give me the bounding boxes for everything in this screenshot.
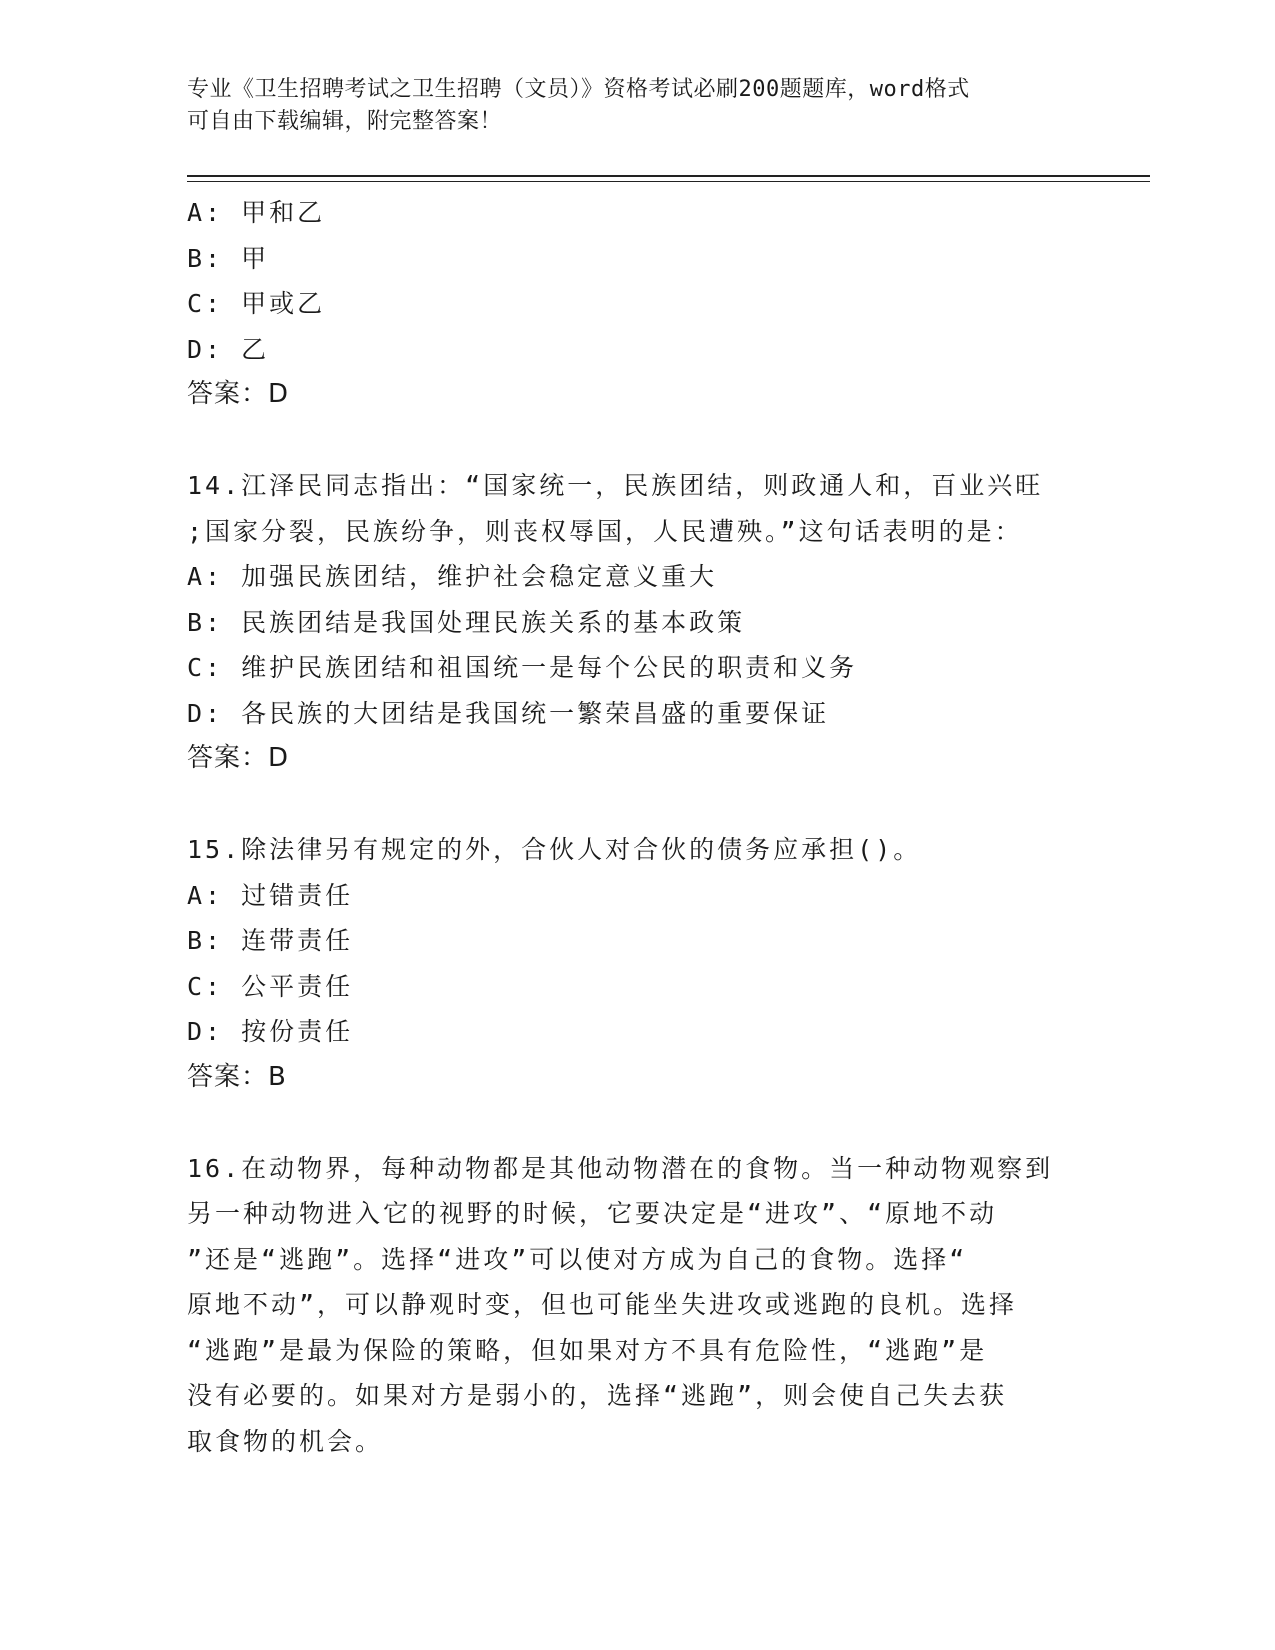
question-stem: 15.除法律另有规定的外，合伙人对合伙的债务应承担()。 [187,835,922,864]
question-13 [187,190,1087,418]
question-15 [187,827,1087,1100]
question-stem-line: 16.在动物界，每种动物都是其他动物潜在的食物。当一种动物观察到 [187,1153,1054,1183]
document-header [187,74,1067,138]
option-b: B: 民族团结是我国处理民族关系的基本政策 [187,607,746,637]
question-stem-line: 取食物的机会。 [187,1426,384,1456]
spacer [187,418,1087,464]
header-divider-thick [187,175,1150,177]
spacer [187,1100,1087,1146]
option-a: A: 加强民族团结，维护社会稳定意义重大 [187,562,718,591]
header-divider-thin [187,181,1150,182]
answer-line: 答案：B [187,1061,287,1092]
answer-line: 答案：D [187,743,290,773]
option-d: D: 按份责任 [187,1017,354,1046]
question-list [187,190,1087,1464]
question-stem-line: ;国家分裂，民族纷争，则丧权辱国，人民遭殃。”这句话表明的是： [187,516,1023,546]
question-stem-line: 14.江泽民同志指出：“国家统一，民族团结，则政通人和，百业兴旺 [187,471,1044,500]
question-stem-line: 没有必要的。如果对方是弱小的，选择“逃跑”，则会使自己失去获 [187,1381,1008,1410]
option-b: B: 甲 [187,243,270,273]
question-16 [187,1146,1087,1465]
option-d: D: 各民族的大团结是我国统一繁荣昌盛的重要保证 [187,698,830,728]
option-c: C: 甲或乙 [187,289,326,318]
question-14 [187,463,1087,782]
spacer [187,782,1087,828]
question-stem-line: “逃跑”是最为保险的策略，但如果对方不具有危险性，“逃跑”是 [187,1335,988,1365]
option-d: D: 乙 [187,334,270,364]
answer-line: 答案：D [187,379,290,409]
question-stem-line: ”还是“逃跑”。选择“进攻”可以使对方成为自己的食物。选择“ [187,1244,968,1274]
header-line-2: 可自由下载编辑，附完整答案！ [187,109,503,134]
option-c: C: 公平责任 [187,971,354,1001]
option-b: B: 连带责任 [187,926,354,955]
option-c: C: 维护民族团结和祖国统一是每个公民的职责和义务 [187,653,858,682]
question-stem-line: 原地不动”，可以静观时变，但也可能坐失进攻或逃跑的良机。选择 [187,1290,1018,1319]
option-a: A: 甲和乙 [187,198,326,227]
question-stem-line: 另一种动物进入它的视野的时候，它要决定是“进攻”、“原地不动 [187,1199,998,1228]
header-line-1: 专业《卫生招聘考试之卫生招聘（文员）》资格考试必刷200题题库，word格式 [187,77,970,102]
option-a: A: 过错责任 [187,880,354,910]
